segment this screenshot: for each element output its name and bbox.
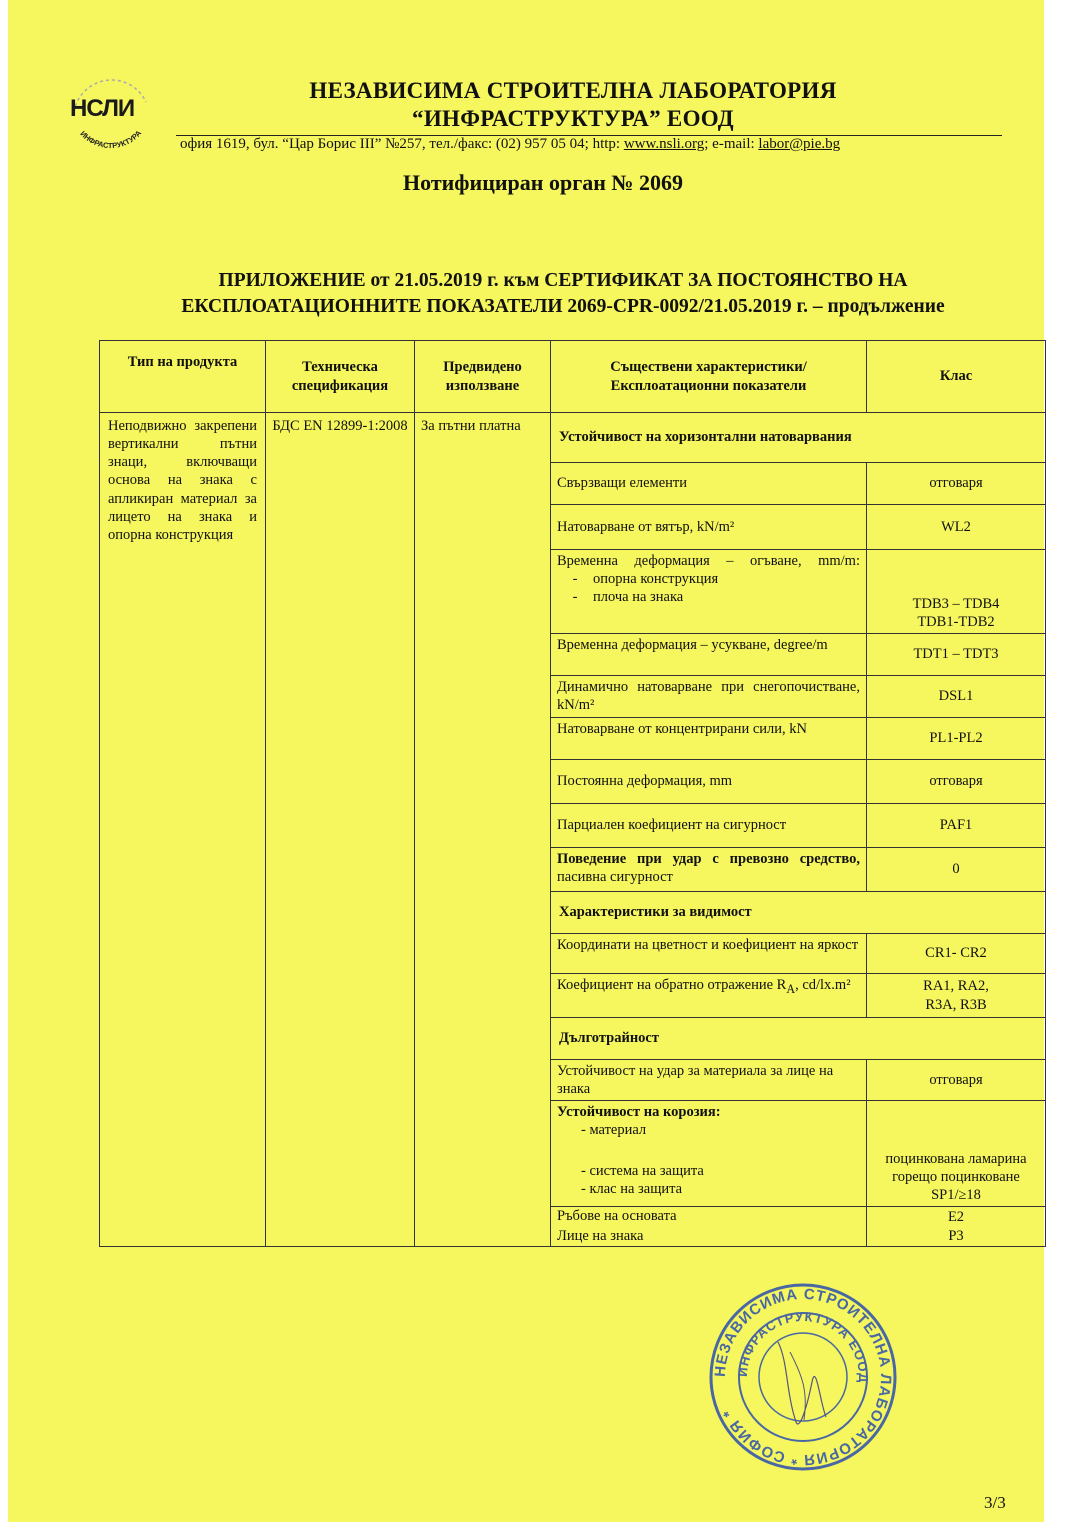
- annex-title-line2: ЕКСПЛОАТАЦИОННИТЕ ПОКАЗАТЕЛИ 2069-CPR-0092/21.05.2019 г. – продължение: [181, 296, 945, 317]
- table-row: Временна деформация – усукване, degree/m TDT1 – TDT3: [100, 634, 1046, 676]
- section-durability: Дълготрайност: [551, 1018, 1046, 1060]
- header-product-type: Тип на продукта: [100, 341, 266, 413]
- svg-text:ИНФРАСТРУКТУРА ЕООД: ИНФРАСТРУКТУРА ЕООД: [734, 1308, 872, 1384]
- contact-line: офия 1619, бул. “Цар Борис III” №257, тел./факс: (02) 957 05 04; http: www.nsli.org; e-mail: labor@pie.bg: [180, 136, 841, 152]
- section-visibility: Характеристики за видимост: [551, 892, 1046, 934]
- table-row: Координати на цветност и коефициент на яркост CR1- CR2: [100, 934, 1046, 974]
- intended-use-cell: За пътни платна: [415, 413, 551, 1247]
- table-row: [100, 413, 1046, 463]
- certificate-table: [99, 340, 1046, 1247]
- table-row: Свързващи елементи отговаря: [100, 463, 1046, 505]
- lab-name-line1: НЕЗАВИСИМА СТРОИТЕЛНА ЛАБОРАТОРИЯ: [309, 78, 837, 103]
- table-row: Лице на знака P3: [100, 1227, 1046, 1247]
- email-link[interactable]: labor@pie.bg: [758, 136, 841, 152]
- table-header-row: [100, 341, 1046, 413]
- lab-name-line2: “ИНФРАСТРУКТУРА” ЕООД: [412, 106, 734, 131]
- header-class: Клас: [867, 341, 1046, 413]
- website-link[interactable]: www.nsli.org: [623, 136, 705, 152]
- logo-text: НСЛИ: [70, 95, 135, 122]
- spec-cell: БДС EN 12899-1:2008: [266, 413, 415, 1247]
- svg-text:НЕЗАВИСИМА СТРОИТЕЛНА ЛАБОРАТО: НЕЗАВИСИМА СТРОИТЕЛНА ЛАБОРАТОРИЯ * СОФИЯ *: [711, 1285, 895, 1469]
- table-row: Динамично натоварване при снегопочистване, kN/m² DSL1: [100, 676, 1046, 718]
- table-row: Ръбове на основата E2: [100, 1207, 1046, 1227]
- notified-body: Нотифициран орган № 2069: [403, 170, 683, 195]
- header-characteristics: Съществени характеристики/ Експлоатационни показатели: [551, 341, 867, 413]
- table-row: Временна деформация – огъване, mm/m: - опорна конструкция - плоча на знака TDB3 – TDB4 TDB1-TDB2: [100, 550, 1046, 634]
- header-intended-use: Предвидено използване: [415, 341, 551, 413]
- table-row: Устойчивост на корозия: - материал - система на защита - клас на защита поцинкована ламарина горещо поцинковане SP1/≥18: [100, 1101, 1046, 1207]
- product-type-cell: Неподвижно закрепени вертикални пътни знаци, включващи основа на знака с апликиран материал за лицето на знака и опорна конструкция: [100, 413, 266, 1247]
- stamp-seal: [708, 1282, 898, 1472]
- table-row: Устойчивост на удар за материала за лице на знака отговаря: [100, 1060, 1046, 1101]
- table-row: Парциален коефициент на сигурност PAF1: [100, 804, 1046, 848]
- table-row: Поведение при удар с превозно средство, пасивна сигурност 0: [100, 848, 1046, 892]
- table-row: Натоварване от вятър, kN/m² WL2: [100, 505, 1046, 550]
- table-row: Постоянна деформация, mm отговаря: [100, 760, 1046, 804]
- svg-text:ИНФРАСТРУКТУРА: ИНФРАСТРУКТУРА: [78, 128, 144, 151]
- page-number: 3/3: [984, 1493, 1006, 1512]
- header-technical-spec: Техническа спецификация: [266, 341, 415, 413]
- table-row: Коефициент на обратно отражение $R_A$, cd/lx.m² RA1, RA2, R3A, R3B: [100, 974, 1046, 1018]
- table-row: Натоварване от концентрирани сили, kN PL1-PL2: [100, 718, 1046, 760]
- annex-title-line1: ПРИЛОЖЕНИЕ от 21.05.2019 г. към СЕРТИФИКАТ ЗА ПОСТОЯНСТВО НА: [218, 270, 908, 291]
- section-horizontal-loads: Устойчивост на хоризонтални натоварвания: [551, 413, 1046, 463]
